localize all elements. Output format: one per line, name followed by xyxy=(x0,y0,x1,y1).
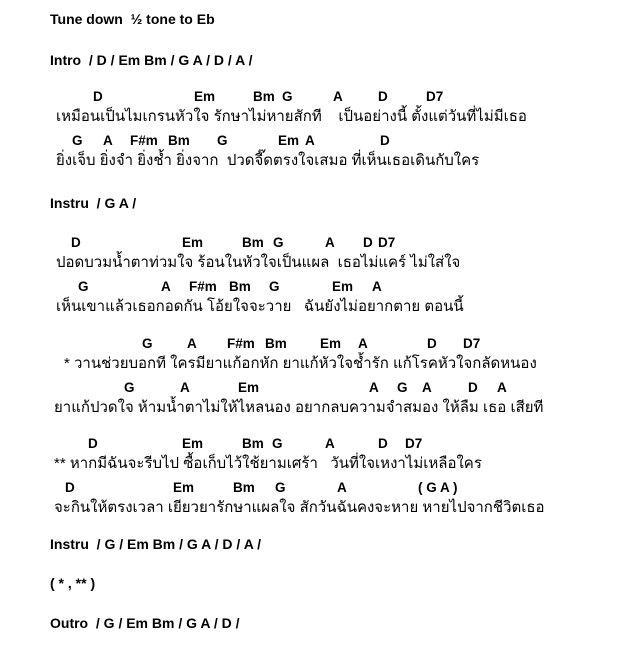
chord: G xyxy=(275,480,286,495)
chord-line xyxy=(0,436,620,452)
chord: D xyxy=(468,380,478,395)
chord: G xyxy=(272,436,283,451)
lyric-line: ยิ่งเจ็บ ยิ่งจำ ยิ่งช้ำ ยิ่งจาก ปวดจี๊ดตรงใจเสมอ ที่เห็นเธอเดินกับใคร xyxy=(56,152,480,169)
chord: D7 xyxy=(426,89,444,104)
chord: Em xyxy=(278,133,300,148)
chord: Bm xyxy=(233,480,255,495)
chord: D7 xyxy=(463,336,481,351)
chord: A xyxy=(497,380,507,395)
chord: A xyxy=(358,336,368,351)
chord: Em xyxy=(194,89,216,104)
chord: Em xyxy=(182,235,204,250)
chord: A xyxy=(161,279,171,294)
chord: A xyxy=(180,380,190,395)
chord: D xyxy=(65,480,75,495)
lyric-line: ปอดบวมน้ำตาท่วมใจ ร้อนในหัวใจเป็นแผล เธอไม่แคร์ ไม่ใส่ใจ xyxy=(56,254,461,271)
chord: Em xyxy=(332,279,354,294)
chord-line xyxy=(0,336,620,352)
chord: D xyxy=(378,436,388,451)
chord: A xyxy=(187,336,197,351)
chord: Em xyxy=(238,380,260,395)
chord: D xyxy=(88,436,98,451)
chord: Bm xyxy=(168,133,190,148)
chord: Em xyxy=(173,480,195,495)
outro-line: Outro / G / Em Bm / G A / D / xyxy=(50,615,240,631)
chord: D xyxy=(380,133,390,148)
chord: Em xyxy=(320,336,342,351)
chord: Bm xyxy=(253,89,275,104)
chord-line xyxy=(0,89,620,105)
chord: G xyxy=(273,235,284,250)
chord: D xyxy=(378,89,388,104)
chord: A xyxy=(372,279,382,294)
chord-line xyxy=(0,480,620,496)
intro-line: Intro / D / Em Bm / G A / D / A / xyxy=(50,52,253,68)
chord: A xyxy=(337,480,347,495)
chord: Em xyxy=(182,436,204,451)
repeat-marker: ( * , ** ) xyxy=(50,575,96,591)
lyric-line: ยาแก้ปวดใจ ห้ามน้ำตาไม่ให้ไหลนอง อยากลบความจำสมอง ให้ลืม เธอ เสียที xyxy=(54,399,544,416)
instru-line: Instru / G / Em Bm / G A / D / A / xyxy=(50,536,262,552)
chord: D7 xyxy=(378,235,396,250)
chord: A xyxy=(333,89,343,104)
tuning-instruction: Tune down ½ tone to Eb xyxy=(50,11,215,27)
chord-line xyxy=(0,235,620,251)
chord: A xyxy=(369,380,379,395)
instru-line: Instru / G A / xyxy=(50,195,137,211)
chord: D xyxy=(427,336,437,351)
lyric-line: ** หากมีฉันจะรีบไป ซื้อเก็บไว้ใช้ยามเศร้า วันที่ใจเหงาไม่เหลือใคร xyxy=(54,455,482,472)
chord: G xyxy=(269,279,280,294)
chord: G xyxy=(142,336,153,351)
chord: ( G A ) xyxy=(418,480,458,495)
lyric-line: จะกินให้ตรงเวลา เยียวยารักษาแผลใจ สักวันฉันคงจะหาย หายไปจากชีวิตเธอ xyxy=(54,499,545,516)
chord-line xyxy=(0,279,620,295)
chord: G xyxy=(282,89,293,104)
chord: Bm xyxy=(242,235,264,250)
chord-line xyxy=(0,380,620,396)
chord: D xyxy=(363,235,373,250)
chord: A xyxy=(305,133,315,148)
chord: Bm xyxy=(242,436,264,451)
chord: A xyxy=(325,436,335,451)
chord: F#m xyxy=(189,279,217,294)
lyric-line: * วานช่วยบอกที ใครมียาแก้อกหัก ยาแก้หัวใจช้ำรัก แก้โรคหัวใจกลัดหนอง xyxy=(64,355,537,372)
chord: A xyxy=(325,235,335,250)
chord: F#m xyxy=(227,336,255,351)
chord-line xyxy=(0,133,620,149)
chord: G xyxy=(124,380,135,395)
chord: A xyxy=(422,380,432,395)
chord: G xyxy=(397,380,408,395)
lyric-line: เห็นเขาแล้วเธอกอดกัน โอ้ยใจจะวาย ฉันยังไม่อยากตาย ตอนนี้ xyxy=(56,298,464,315)
chord: D xyxy=(71,235,81,250)
chord: G xyxy=(217,133,228,148)
chord: A xyxy=(103,133,113,148)
chord: D xyxy=(93,89,103,104)
chord: G xyxy=(72,133,83,148)
lyric-line: เหมือนเป็นไมเกรนหัวใจ รักษาไม่หายสักที เป็นอย่างนี้ ตั้งแต่วันที่ไม่มีเธอ xyxy=(56,108,527,125)
chord: Bm xyxy=(265,336,287,351)
chord: Bm xyxy=(229,279,251,294)
chord: D7 xyxy=(405,436,423,451)
chord: F#m xyxy=(130,133,158,148)
chord: G xyxy=(78,279,89,294)
